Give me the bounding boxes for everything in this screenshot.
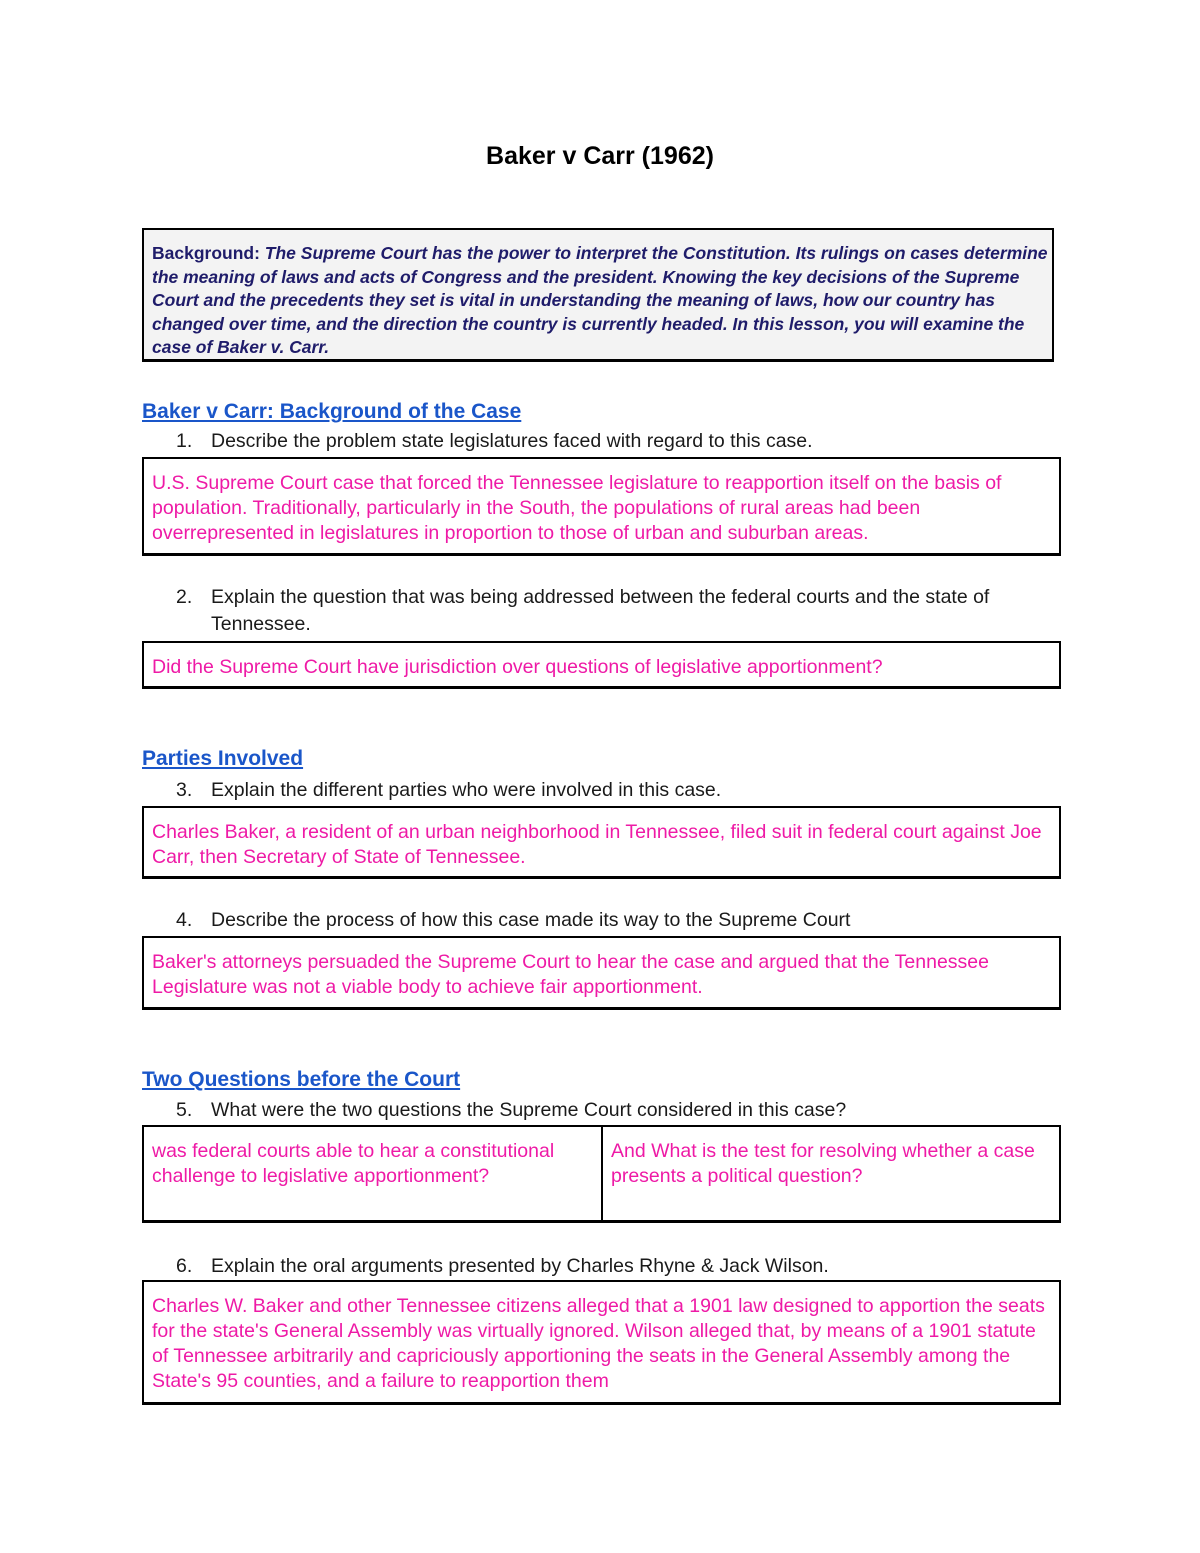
answer-box-1[interactable]: U.S. Supreme Court case that forced the Tennessee legislature to reapportion itself on the basis of population. Traditionally, particularly in the South, the populations of rural areas had been overrepresented in legislatures in proportion to those of urban and suburban areas. — [142, 457, 1061, 556]
question-number: 5. — [176, 1099, 193, 1121]
section-heading-two-questions: Two Questions before the Court — [142, 1068, 461, 1091]
answer-box-3[interactable]: Charles Baker, a resident of an urban neighborhood in Tennessee, filed suit in federal court against Joe Carr, then Secretary of State of Tennessee. — [142, 806, 1061, 879]
question-text: Explain the different parties who were involved in this case. — [211, 779, 722, 801]
question-4 — [176, 907, 1066, 934]
background-box — [142, 228, 1054, 362]
question-text: Describe the process of how this case made its way to the Supreme Court — [211, 909, 851, 931]
background-text: The Supreme Court has the power to interpret the Constitution. Its rulings on cases determine the meaning of laws and acts of Congress and the president. Knowing the key decisions of the Supreme Court and the precedents they set is vital in understanding the meaning of laws, how our country has changed over time, and the direction the country is currently headed. In this lesson, you will examine the case of Baker v. Carr. — [152, 243, 1048, 357]
question-text: Describe the problem state legislatures faced with regard to this case. — [211, 430, 813, 452]
section-heading-background-case: Baker v Carr: Background of the Case — [142, 400, 522, 423]
page-title: Baker v Carr (1962) — [486, 142, 714, 170]
question-text: Explain the question that was being addressed between the federal courts and the state of Tennessee. — [211, 586, 990, 635]
section-heading-parties: Parties Involved — [142, 747, 304, 770]
question-text: What were the two questions the Supreme Court considered in this case? — [211, 1099, 847, 1121]
question-number: 4. — [176, 909, 193, 931]
answer-table-5 — [142, 1125, 1061, 1223]
answer-box-2[interactable]: Did the Supreme Court have jurisdiction over questions of legislative apportionment? — [142, 641, 1061, 689]
answer-cell-5-right[interactable]: And What is the test for resolving whether a case presents a political question? — [611, 1140, 1035, 1187]
background-label: Background: — [152, 243, 260, 263]
question-6 — [176, 1253, 1066, 1280]
question-text: Explain the oral arguments presented by Charles Rhyne & Jack Wilson. — [211, 1255, 829, 1277]
question-number: 6. — [176, 1255, 193, 1277]
question-1 — [176, 428, 1066, 455]
question-number: 1. — [176, 430, 193, 452]
question-number: 3. — [176, 779, 193, 801]
answer-box-4[interactable]: Baker's attorneys persuaded the Supreme Court to hear the case and argued that the Tennessee Legislature was not a viable body to achieve fair apportionment. — [142, 936, 1061, 1010]
answer-box-6[interactable]: Charles W. Baker and other Tennessee citizens alleged that a 1901 law designed to apportion the seats for the state's General Assembly was virtually ignored. Wilson alleged that, by means of a 1901 statute of Tennessee arbitrarily and capriciously apportioning the seats in the General Assembly among the State's 95 counties, and a failure to reapportion them — [142, 1280, 1061, 1405]
question-number: 2. — [176, 586, 193, 608]
question-3 — [176, 777, 1066, 804]
question-5 — [176, 1097, 1066, 1124]
question-2 — [176, 584, 1066, 638]
answer-cell-5-left[interactable]: was federal courts able to hear a constitutional challenge to legislative apportionment? — [144, 1127, 603, 1220]
